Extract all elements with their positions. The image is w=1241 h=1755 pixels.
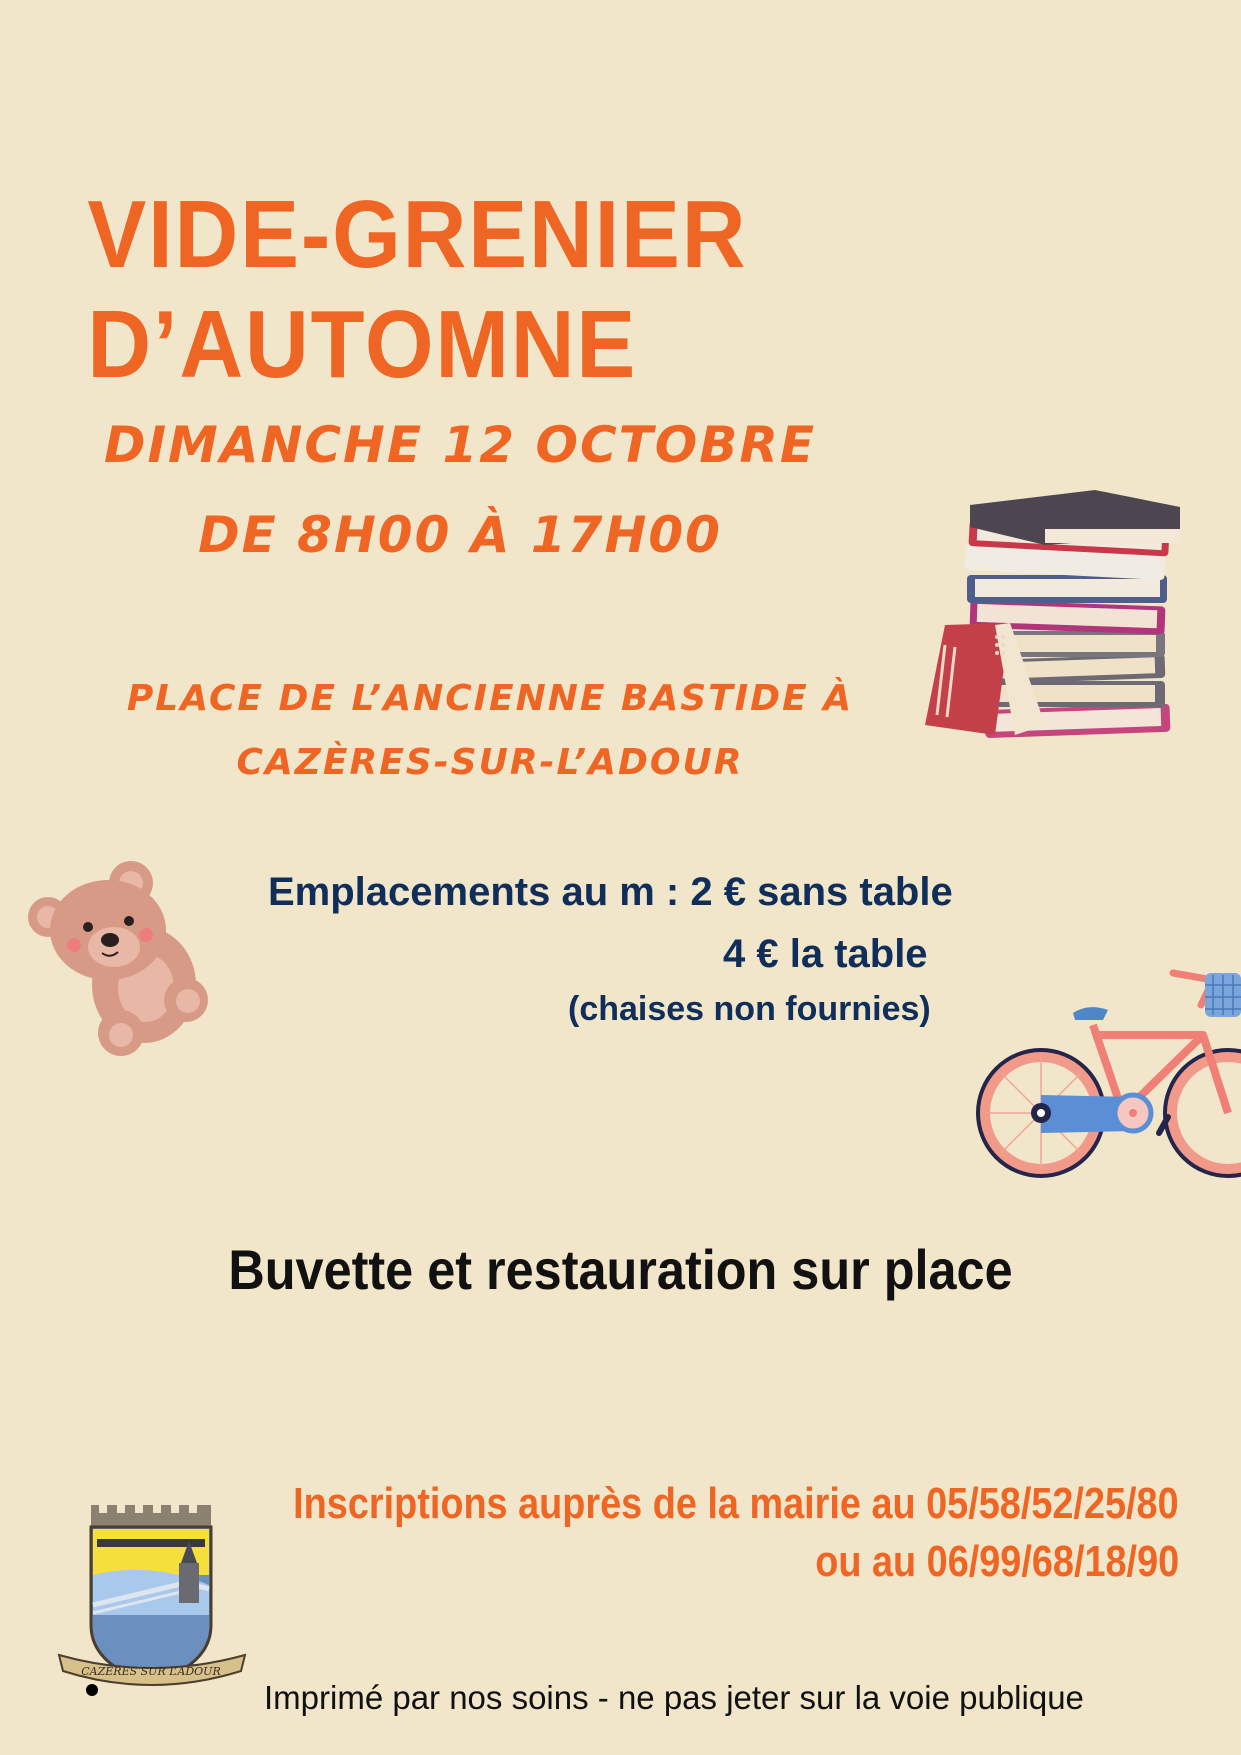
event-place-line1: PLACE DE L’ANCIENNE BASTIDE À [126,678,854,719]
bicycle-icon [973,965,1241,1185]
event-date: DIMANCHE 12 OCTOBRE [103,416,817,474]
event-place-line2: CAZÈRES-SUR-L’ADOUR [236,742,744,783]
bullet-point [86,1684,98,1696]
town-crest-logo [55,1505,250,1690]
poster-title: VIDE-GRENIER D’AUTOMNE [87,181,748,398]
price-with-table: 4 € la table [723,932,928,976]
teddy-bear-icon [26,855,211,1057]
books-icon [925,485,1190,760]
price-without-table: Emplacements au m : 2 € sans table [268,870,953,914]
event-hours: DE 8H00 À 17H00 [198,506,722,564]
crest-motto: CAZÈRES SUR L’ADOUR [81,1665,221,1678]
price-note: (chaises non fournies) [568,990,931,1028]
footer-notice: Imprimé par nos soins - ne pas jeter sur la voie publique [264,1679,1084,1716]
inscription-phone-1: Inscriptions auprès de la mairie au 05/58/52/25/80 [293,1479,1179,1528]
inscription-phone-2: ou au 06/99/68/18/90 [815,1537,1179,1586]
buvette-text: Buvette et restauration sur place [228,1238,1013,1301]
